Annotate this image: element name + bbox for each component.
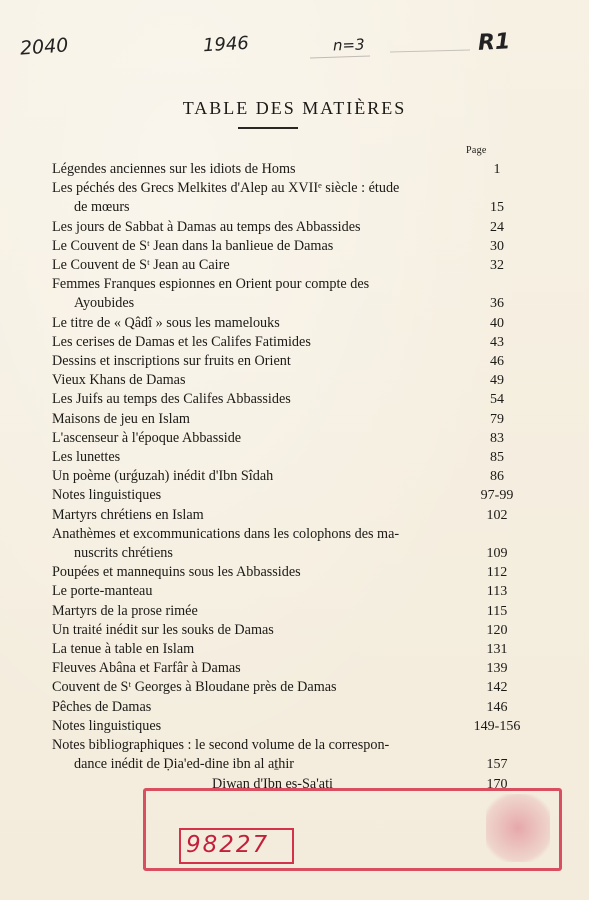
toc-entry-title: Martyrs chrétiens en Islam — [52, 506, 204, 523]
toc-entry-title: Poupées et mannequins sous les Abbassides — [52, 564, 301, 581]
page-title: TABLE DES MATIÈRES — [182, 98, 407, 119]
toc-entry — [52, 256, 504, 275]
faint-pencil-marks — [300, 40, 480, 80]
toc-entry — [52, 678, 508, 697]
toc-entry — [52, 179, 482, 198]
toc-entry-title: Notes linguistiques — [52, 487, 162, 504]
page-column-header: Page — [466, 145, 487, 156]
toc-entry-title: Vieux Khans de Damas — [52, 372, 186, 389]
toc-entry — [52, 333, 504, 352]
toc-entry — [52, 314, 504, 333]
toc-entry — [52, 602, 508, 621]
toc-entry-title: L'ascenseur à l'époque Abbasside — [52, 429, 242, 446]
title-rule — [238, 127, 298, 129]
toc-entry — [52, 525, 482, 544]
toc-entry — [52, 275, 482, 294]
handwritten-reference: 2040 — [19, 34, 70, 60]
toc-entry-page: 97-99 — [480, 488, 514, 504]
toc-entry — [52, 486, 514, 505]
stamp-seal — [486, 794, 550, 862]
toc-entry-title: Le Couvent de Sᵗ Jean au Caire — [52, 257, 230, 274]
toc-entry-page: 113 — [486, 584, 508, 600]
library-stamp — [143, 788, 562, 871]
toc-entry-title: Les Juifs au temps des Califes Abbassides — [52, 391, 291, 408]
toc-entry — [52, 582, 508, 601]
toc-entry — [52, 736, 482, 755]
toc-entry-page: 157 — [486, 757, 508, 773]
toc-entry-page: 43 — [490, 334, 504, 350]
toc-entry — [52, 698, 508, 717]
toc-entry-title: dance inédit de Ḍia'ed-dine ibn al aṯhir — [74, 756, 295, 773]
toc-entry-title: Un traité inédit sur les souks de Damas — [52, 621, 274, 638]
toc-entry-page: 36 — [490, 296, 504, 312]
toc-entry-title: de mœurs — [74, 199, 130, 216]
toc-entry-page: 112 — [486, 565, 508, 581]
handwritten-number: n=3 — [332, 35, 365, 55]
toc-entry-page: 120 — [486, 622, 508, 638]
handwritten-year: 1946 — [202, 32, 250, 57]
toc-entry — [52, 218, 504, 237]
toc-entry-page: 102 — [486, 507, 508, 523]
toc-entry-page: 54 — [490, 392, 504, 408]
toc-entry-title: Les jours de Sabbat à Damas au temps des Abbassides — [52, 218, 361, 235]
toc-entry-title: Femmes Franques espionnes en Orient pour compte des — [52, 276, 370, 293]
toc-entry-title: Anathèmes et excommunications dans les colophons des ma- — [52, 525, 400, 542]
toc-entry — [52, 467, 504, 486]
toc-entry-title: Les cerises de Damas et les Califes Fatimides — [52, 333, 311, 350]
toc-entry-title: Les péchés des Grecs Melkites d'Alep au XVIIᵉ siècle : étude — [52, 180, 400, 197]
toc-entry-title: Fleuves Abâna et Farfâr à Damas — [52, 660, 241, 677]
toc-entry — [52, 448, 504, 467]
toc-entry-page: 115 — [486, 603, 508, 619]
toc-entry-title: Le Couvent de Sᵗ Jean dans la banlieue de Damas — [52, 237, 334, 254]
toc-entry-title: nuscrits chrétiens — [74, 545, 173, 562]
toc-entry-page: 86 — [490, 469, 504, 485]
toc-entry-page: 15 — [490, 200, 504, 216]
toc-entry-title: Le titre de « Qâdî » sous les mamelouks — [52, 314, 280, 331]
toc-entry-page: 1 — [493, 162, 501, 177]
toc-entry — [52, 659, 508, 678]
toc-entry-page: 79 — [490, 411, 504, 427]
toc-entry-page: 131 — [486, 642, 508, 658]
toc-entry — [52, 390, 504, 409]
toc-entry-title: Les lunettes — [52, 449, 121, 466]
toc-entry-title: Diwan d'Ibn es-Sa'ati — [212, 775, 333, 792]
toc-entry-page: 149-156 — [473, 718, 521, 734]
toc-entry — [52, 160, 501, 179]
toc-entry-title: Ayoubides — [74, 295, 135, 312]
toc-entry-page: 32 — [490, 258, 504, 274]
stamp-number: 98227 — [186, 832, 270, 858]
toc-entry-page: 30 — [490, 238, 504, 254]
toc-entry-title: Pêches de Damas — [52, 698, 152, 715]
toc-entry — [52, 429, 504, 448]
toc-entry-title: Couvent de Sᵗ Georges à Bloudane près de Damas — [52, 679, 337, 696]
toc-entry — [52, 717, 521, 736]
toc-entry-title: Le porte-manteau — [52, 583, 153, 600]
toc-entry-title: Légendes anciennes sur les idiots de Homs — [52, 161, 296, 177]
toc-entry — [52, 544, 508, 563]
toc-entry-title: Dessins et inscriptions sur fruits en Orient — [52, 353, 291, 370]
toc-entry-title: La tenue à table en Islam — [52, 641, 195, 658]
toc-entry-page: 40 — [490, 315, 504, 331]
toc-entry — [52, 198, 504, 217]
toc-entry-title: Un poème (urǵuzah) inédit d'Ibn Sîdah — [52, 468, 274, 485]
handwritten-code: R1 — [477, 29, 511, 56]
toc-entry — [52, 563, 508, 582]
toc-entry — [52, 506, 508, 525]
toc-entry-page: 24 — [490, 219, 504, 235]
toc-entry-title: Martyrs de la prose rimée — [52, 602, 198, 619]
table-of-contents — [52, 160, 521, 794]
toc-entry — [52, 621, 508, 640]
toc-entry — [52, 755, 508, 774]
toc-entry-page: 146 — [486, 699, 508, 715]
toc-entry-page: 142 — [486, 680, 508, 696]
toc-entry-page: 85 — [490, 450, 504, 466]
toc-entry-title: Notes linguistiques — [52, 717, 162, 734]
toc-entry — [52, 352, 504, 371]
toc-entry — [52, 410, 504, 429]
toc-entry-page: 46 — [490, 354, 504, 370]
toc-entry-title: Notes bibliographiques : le second volume de la correspon- — [52, 737, 390, 754]
toc-entry — [52, 640, 508, 659]
toc-entry-page: 83 — [490, 430, 504, 446]
toc-entry — [52, 371, 504, 390]
toc-entry-title: Maisons de jeu en Islam — [52, 410, 190, 427]
toc-entry-page: 109 — [486, 546, 508, 562]
toc-entry — [52, 237, 504, 256]
toc-entry-page: 170 — [486, 776, 508, 792]
toc-entry-page: 139 — [486, 661, 508, 677]
toc-entry-page: 49 — [490, 373, 504, 389]
toc-entry — [52, 294, 504, 313]
